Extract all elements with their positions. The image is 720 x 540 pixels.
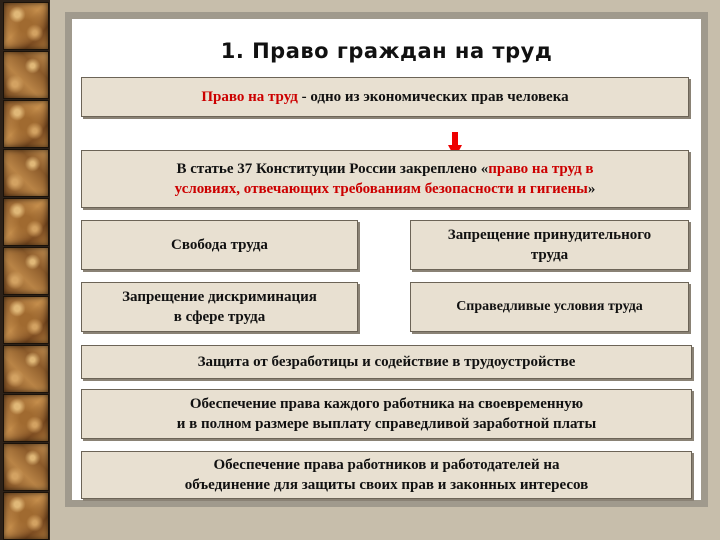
- constitution-box: [81, 150, 689, 208]
- constitution-suffix: »: [587, 181, 596, 197]
- wage-guarantee-box: [81, 389, 692, 439]
- marble-tile: [3, 492, 49, 540]
- marble-tile: [3, 345, 49, 393]
- decorative-tile-strip: [0, 0, 50, 540]
- forced-labor-ban-line2: труда: [530, 247, 569, 263]
- marble-tile: [3, 149, 49, 197]
- marble-tile: [3, 443, 49, 491]
- constitution-prefix: В статье 37 Конституции России закреплено «: [176, 161, 489, 177]
- fair-conditions-text: Справедливые условия труда: [456, 299, 643, 314]
- association-right-line1: Обеспечение права работников и работодателей на: [213, 457, 560, 473]
- marble-tile: [3, 247, 49, 295]
- association-right-box: [81, 451, 692, 499]
- freedom-of-labor-box: [81, 220, 358, 270]
- unemployment-protection-box: [81, 345, 692, 379]
- marble-tile: [3, 198, 49, 246]
- unemployment-protection-text: Защита от безработицы и содействие в трудоустройстве: [197, 354, 576, 370]
- association-right-line2: объединение для защиты своих прав и законных интересов: [184, 477, 589, 493]
- marble-tile: [3, 394, 49, 442]
- freedom-of-labor-text: Свобода труда: [171, 237, 268, 253]
- marble-tile: [3, 51, 49, 99]
- forced-labor-ban-line1: Запрещение принудительного: [447, 227, 652, 243]
- fair-conditions-box: [410, 282, 689, 332]
- discrimination-ban-line2: в сфере труда: [173, 309, 266, 325]
- definition-term: Право на труд: [201, 89, 298, 105]
- constitution-highlight-1: право на труд в: [488, 161, 594, 177]
- slide-title: 1. Право граждан на труд: [220, 39, 553, 63]
- wage-guarantee-line2: и в полном размере выплату справедливой заработной платы: [176, 416, 597, 432]
- marble-tile: [3, 296, 49, 344]
- wage-guarantee-line1: Обеспечение права каждого работника на своевременную: [189, 396, 584, 412]
- marble-tile: [3, 100, 49, 148]
- constitution-highlight-2: условиях, отвечающих требованиям безопасности и гигиены: [174, 181, 588, 197]
- marble-tile: [3, 2, 49, 50]
- definition-text: - одно из экономических прав человека: [297, 89, 569, 105]
- discrimination-ban-box: [81, 282, 358, 332]
- forced-labor-ban-box: [410, 220, 689, 270]
- slide-content: [72, 19, 701, 500]
- discrimination-ban-line1: Запрещение дискриминация: [122, 289, 317, 305]
- slide-frame: [65, 12, 708, 507]
- definition-box: [81, 77, 689, 117]
